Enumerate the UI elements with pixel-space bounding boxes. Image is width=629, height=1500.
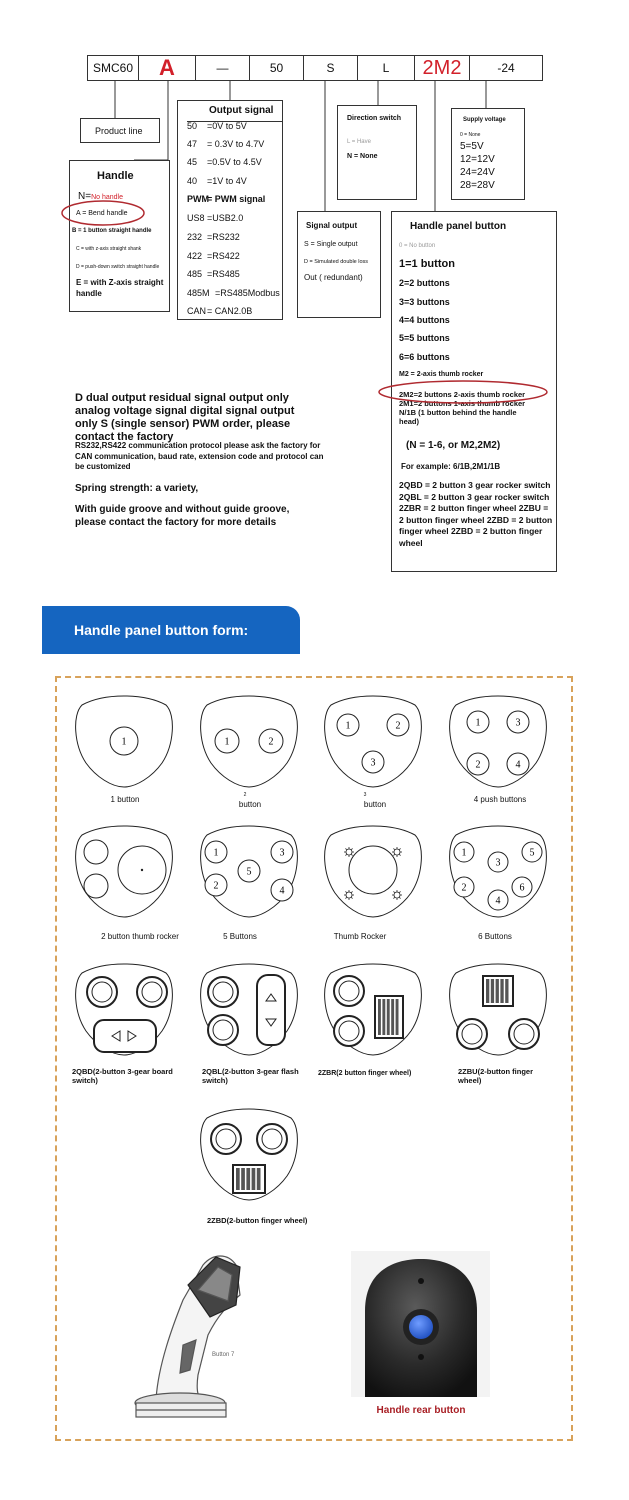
- panel-button-number: 1: [224, 736, 230, 748]
- panel-4-buttons: [450, 696, 547, 787]
- panel-row-5: 5=5 buttons: [399, 333, 450, 343]
- panel-button-number: 2: [395, 720, 401, 732]
- panel-button-number: 2: [268, 736, 274, 748]
- finger-wheel-rib: [496, 979, 499, 1003]
- panel-push-button-inner: [514, 1024, 534, 1044]
- thumb-rocker-center: [141, 869, 143, 871]
- supply-28: 28=28V: [460, 180, 495, 191]
- output-signal-code: 485: [187, 269, 203, 279]
- output-signal-row: [187, 157, 262, 167]
- panel-button-number: 4: [279, 885, 285, 897]
- panel-button-number: 3: [370, 757, 376, 769]
- panel-button: [84, 840, 108, 864]
- handle-c: C = with z-axis straight shank: [76, 246, 142, 252]
- output-signal-code: 40: [187, 176, 198, 186]
- panel-button-number: 2: [213, 880, 219, 892]
- banner: [42, 606, 300, 654]
- panel-button-number: 3: [515, 717, 521, 729]
- finger-wheel-rib: [505, 979, 508, 1003]
- output-signal-code: 47: [187, 139, 198, 149]
- output-signal-value: = CAN2.0B: [207, 306, 253, 316]
- panel-row-6: 6=6 buttons: [399, 352, 450, 362]
- joystick-drawing: [128, 1245, 278, 1425]
- caption-3-num: 3: [363, 792, 367, 798]
- output-signal-row: [187, 288, 280, 298]
- handle-d: D = push-down switch straight handle: [76, 264, 160, 270]
- supply-box: [451, 108, 525, 200]
- output-signal-row: [187, 251, 240, 261]
- panel-title: Handle panel button: [410, 221, 507, 232]
- output-signal-row: [187, 139, 264, 149]
- supply-5: 5=5V: [460, 141, 484, 152]
- code-voltage: -24: [469, 55, 543, 81]
- panel-shapes: [0, 680, 629, 1240]
- signal-output-title: Signal output: [306, 221, 358, 230]
- code-direction: L: [357, 55, 415, 81]
- output-signal-value: =RS422: [207, 251, 240, 261]
- panel-push-button-inner: [216, 1129, 236, 1149]
- panel-button-number: 1: [461, 847, 467, 859]
- output-signal-row: [187, 176, 247, 186]
- handle-n: N=No handle: [78, 191, 123, 202]
- rear-button-caption: Handle rear button: [376, 1405, 466, 1416]
- finger-wheel-rib: [391, 999, 394, 1035]
- panel-button-number: 2: [475, 759, 481, 771]
- panel-button-number: 3: [279, 847, 285, 859]
- signal-output-s: S = Single output: [304, 241, 358, 248]
- code-panel: 2M2: [414, 55, 470, 81]
- output-signal-code: 45: [187, 157, 198, 167]
- caption-2-thumb: 2 button thumb rocker: [101, 932, 179, 941]
- flash-switch: [257, 975, 285, 1045]
- product-line-box: [80, 118, 160, 143]
- panel-push-button-inner: [92, 982, 112, 1002]
- output-signal-row: [187, 306, 252, 316]
- finger-wheel-rib: [387, 999, 390, 1035]
- panel-button-number: 4: [495, 895, 501, 907]
- finger-wheel-rib: [241, 1168, 245, 1190]
- caption-2-num: 2: [243, 792, 247, 798]
- direction-n: N = None: [347, 153, 378, 160]
- note-guide-groove: With guide groove and without guide groove, please contact the factory for more details: [75, 504, 290, 528]
- button7-label: Button 7: [212, 1352, 235, 1358]
- panel-button: [84, 874, 108, 898]
- panel-button-number: 3: [495, 857, 501, 869]
- handle-a: A = Bend handle: [76, 210, 128, 217]
- output-signal-code: CAN: [187, 306, 207, 316]
- signal-output-out: Out ( redundant): [304, 273, 363, 282]
- output-signal-value: = 0.3V to 4.7V: [207, 139, 265, 149]
- caption-1-button: 1 button: [110, 795, 140, 804]
- code-signal: S: [303, 55, 358, 81]
- caption-2qbl: 2QBL(2-button 3-gear flash switch): [202, 1067, 299, 1085]
- finger-wheel-rib: [491, 979, 494, 1003]
- panel-row-3: 3=3 buttons: [399, 297, 450, 307]
- direction-l: L = Have: [347, 139, 371, 145]
- panel-row-2: 2=2 buttons: [399, 278, 450, 288]
- caption-3-button: button: [363, 800, 387, 809]
- panel-row-1: 1=1 button: [399, 258, 455, 270]
- handle-box: [69, 160, 170, 312]
- panel-button-number: 2: [461, 882, 467, 894]
- panel-m2: M2 = 2-axis thumb rocker: [399, 371, 484, 378]
- note-spring: Spring strength: a variety,: [75, 483, 199, 494]
- panel-button-number: 1: [475, 717, 481, 729]
- supply-none: 0 = None: [460, 132, 481, 138]
- caption-5-buttons: 5 Buttons: [223, 932, 257, 941]
- panel-button-number: 5: [246, 866, 252, 878]
- output-signal-value: =1V to 4V: [207, 176, 247, 186]
- panel-button-number: 1: [345, 720, 351, 732]
- output-signal-code: US8: [187, 213, 205, 223]
- direction-title: Direction switch: [347, 115, 402, 122]
- code-handle: A: [138, 55, 196, 81]
- output-signal-code: 50: [187, 121, 198, 131]
- output-signal-value: = PWM signal: [207, 194, 266, 204]
- output-signal-code: 485M: [187, 288, 210, 298]
- caption-6-buttons: 6 Buttons: [478, 932, 512, 941]
- panel-button-number: 1: [213, 847, 219, 859]
- output-signal-row: [187, 194, 265, 204]
- panel-codes: 2QBD = 2 button 3 gear rocker switch 2QBL = 2 button 3 gear rocker switch 2ZBR = 2 button finger wheel 2ZBU = 2 button finger wheel 2ZBD = 2 button finger wheel 2ZBD = 2 button finger wheel: [399, 480, 553, 548]
- highlight-ellipse-2m2: [376, 378, 550, 406]
- output-signal-value: =RS485: [207, 269, 240, 279]
- output-signal-row: [187, 213, 243, 223]
- finger-wheel-rib: [378, 999, 381, 1035]
- panel-push-button-inner: [339, 981, 359, 1001]
- caption-4-push: 4 push buttons: [473, 795, 527, 804]
- caption-2zbr: 2ZBR(2 button finger wheel): [318, 1070, 412, 1077]
- output-signal-value: =RS485Modbus: [215, 288, 280, 298]
- supply-12: 12=12V: [460, 154, 495, 165]
- panel-button-number: 5: [529, 847, 535, 859]
- output-signal-row: [187, 121, 247, 131]
- panel-row-4: 4=4 buttons: [399, 315, 450, 325]
- finger-wheel-rib: [236, 1168, 240, 1190]
- board-switch: [94, 1020, 156, 1052]
- panel-push-button-inner: [142, 982, 162, 1002]
- output-signal-code: 422: [187, 251, 203, 261]
- panel-push-button-inner: [262, 1129, 282, 1149]
- panel-example: For example: 6/1B,2M1/1B: [401, 462, 501, 471]
- output-signal-code: PWM: [187, 194, 209, 204]
- finger-wheel-rib: [257, 1168, 261, 1190]
- output-signal-code: 232: [187, 232, 203, 242]
- panel-button-number: 1: [121, 736, 127, 748]
- output-signal-row: [187, 232, 240, 242]
- caption-2zbu: 2ZBU(2-button finger wheel): [458, 1067, 533, 1085]
- handle-e: E = with Z-axis straight handle: [76, 278, 164, 298]
- signal-output-d: D = Simulated double loss: [304, 259, 369, 265]
- output-signal-title: Output signal: [209, 105, 274, 116]
- highlight-ellipse-a: [60, 198, 148, 228]
- caption-2qbd: 2QBD(2-button 3-gear board switch): [72, 1067, 173, 1085]
- direction-box: [337, 105, 417, 200]
- output-signal-row: [187, 269, 240, 279]
- thumb-rocker: [349, 846, 397, 894]
- finger-wheel-rib: [252, 1168, 256, 1190]
- panel-push-button-inner: [462, 1024, 482, 1044]
- banner-title: Handle panel button form:: [74, 622, 249, 638]
- product-line-label: Product line: [95, 126, 143, 136]
- handle-b: B = 1 button straight handle: [72, 228, 152, 234]
- note-protocol: RS232,RS422 communication protocol please ask the factory for CAN communication, baud rate, extension code and protocol can be customized: [75, 441, 324, 471]
- note-dual-output: D dual output residual signal output only analog voltage signal digital signal output only S (single sensor) PWM order, please contact the factory: [75, 392, 295, 443]
- signal-output-box: [297, 211, 381, 318]
- panel-zero: 0 = No button: [399, 243, 436, 249]
- panel-push-button-inner: [339, 1021, 359, 1041]
- output-signal-value: =USB2.0: [207, 213, 244, 223]
- output-signal-value: =0.5V to 4.5V: [207, 157, 262, 167]
- handle-title: Handle: [97, 170, 134, 182]
- code-series: SMC60: [87, 55, 139, 81]
- output-signal-box: [177, 100, 283, 320]
- panel-2m2: 2M2=2 buttons 2-axis thumb rocker 2M1=2 buttons 1-axis thumb rocker N/1B (1 button behind the handle head): [399, 390, 526, 426]
- panel-range: (N = 1-6, or M2,2M2): [406, 440, 501, 451]
- caption-thumb-rocker: Thumb Rocker: [333, 932, 387, 941]
- supply-title: Supply voltage: [463, 117, 506, 123]
- output-signal-value: =0V to 5V: [207, 121, 247, 131]
- panel-push-button-inner: [213, 982, 233, 1002]
- finger-wheel-rib: [396, 999, 399, 1035]
- caption-2zbd: 2ZBD(2-button finger wheel): [207, 1216, 308, 1225]
- caption-2-button: button: [238, 800, 262, 809]
- finger-wheel-rib: [486, 979, 489, 1003]
- rear-photo: [351, 1251, 490, 1397]
- code-output: 50: [249, 55, 304, 81]
- supply-24: 24=24V: [460, 167, 495, 178]
- finger-wheel-rib: [500, 979, 503, 1003]
- rear-handle-image: [351, 1251, 490, 1397]
- panel-button-number: 6: [519, 882, 525, 894]
- code-dash: —: [195, 55, 250, 81]
- panel-button-number: 4: [515, 759, 521, 771]
- panel-push-button-inner: [213, 1020, 233, 1040]
- output-signal-value: =RS232: [207, 232, 240, 242]
- finger-wheel-rib: [382, 999, 385, 1035]
- finger-wheel-rib: [246, 1168, 250, 1190]
